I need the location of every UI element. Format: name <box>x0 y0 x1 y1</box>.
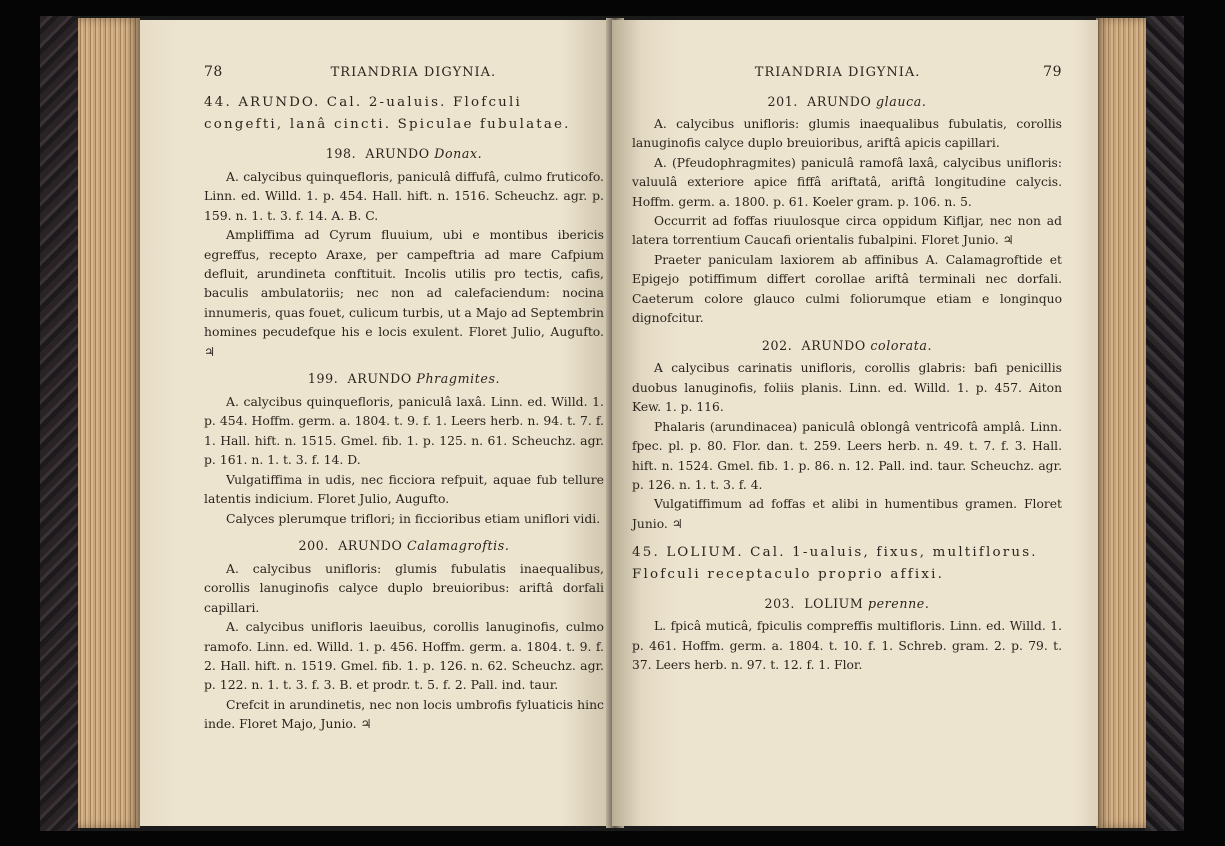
species-paragraph: L. fpicâ muticâ, fpiculis compreffis multifloris. Linn. ed. Willd. 1. p. 461. Hoffm. germ. a. 1804. t. 10. f. 1. Schreb. gram. 2. p. 79. t. 37. Leers herb. n. 97. t. 12. f. 1. Flor. <box>632 619 1062 672</box>
species-paragraph: Vulgatiffimum ad foffas et alibi in humentibus gramen. Floret Junio. ♃ <box>632 497 1062 531</box>
species-number: 200. <box>298 537 329 553</box>
species-paragraph: A. (Pfeudophragmites) paniculâ ramofâ laxâ, calycibus unifloris: valuulâ exteriore apice fiffâ ariftatâ, ariftâ longitudine calycis. Hoffm. germ. a. 1800. p. 61. Koeler gram. p. 106. n. 5. <box>632 155 1062 209</box>
species-genus-name: ARUNDO <box>347 371 412 387</box>
species-genus-name: ARUNDO <box>807 94 872 109</box>
genus-heading <box>632 542 1062 586</box>
species-heading <box>204 146 604 161</box>
species-number: 198. <box>325 146 357 161</box>
page-number: 79 <box>1043 64 1062 80</box>
species-epithet: colorata. <box>870 338 933 354</box>
species-epithet: Donax. <box>434 146 483 161</box>
species-paragraph: Phalaris (arundinacea) paniculâ oblongâ ventricofâ amplâ. Linn. fpec. pl. p. 80. Flor. dan. t. 259. Leers herb. n. 49. t. 7. f. 3. Hall. hift. n. 1524. Gmel. fib. 1. p. 86. n. 12. Pall. ind. taur. Scheuchz. agr. p. 126. n. 1. t. 3. f. 4. <box>632 419 1062 492</box>
left-page-header <box>204 64 604 84</box>
page-number: 78 <box>204 64 223 80</box>
right-page <box>612 20 1098 826</box>
species-epithet: perenne. <box>867 596 930 612</box>
species-genus-name: ARUNDO <box>801 338 866 354</box>
right-species-list-b <box>632 596 1062 675</box>
species-paragraph: A. calycibus unifloris: glumis fubulatis inaequalibus, corollis lanuginofis calyce duplo breuioribus: ariftâ dorfali capillari. <box>204 560 604 615</box>
left-cover-marbled <box>40 16 80 831</box>
genus-description: Cal. 2-ualuis. Flofculi congefti, lanâ cincti. Spiculae fubulatae. <box>204 95 571 132</box>
genus-number: 44. <box>204 95 232 110</box>
right-page-edges <box>1096 18 1146 828</box>
species-heading <box>204 371 604 386</box>
right-cover-marbled <box>1145 16 1184 831</box>
running-head: TRIANDRIA DIGYNIA. <box>754 65 921 80</box>
species-paragraph: A. calycibus unifloris: glumis inaequalibus fubulatis, corollis lanuginofis calyce duplo breuioribus, ariftâ apicis capillari. <box>632 117 1062 151</box>
species-genus-name: ARUNDO <box>338 537 403 553</box>
species-paragraph: Praeter paniculam laxiorem ab affinibus A. Calamagroftide et Epigejo potiffimum differt corollae ariftâ terminali nec dorfali. Caeterum colore glauco culmi foliorumque etiam e longinquo dignofcitur. <box>632 252 1062 326</box>
left-page-edges <box>78 18 140 828</box>
species-paragraph: Occurrit ad foffas riuulosque circa oppidum Kifljar, nec non ad latera torrentium Caucafi orientalis fubalpini. Floret Junio. ♃ <box>632 214 1062 248</box>
genus-name: ARUNDO. <box>238 95 321 110</box>
species-genus-name: ARUNDO <box>365 146 430 161</box>
genus-number: 45. <box>632 545 660 561</box>
species-number: 201. <box>767 94 798 109</box>
species-paragraph: A. calycibus quinquefloris, paniculâ laxâ. Linn. ed. Willd. 1. p. 454. Hoffm. germ. a. 1804. t. 9. f. 1. Leers herb. n. 94. t. 7. f. 1. Hall. hift. n. 1515. Gmel. fib. 1. p. 125. n. 61. Scheuchz. agr. p. 161. n. 1. t. 3. f. 14. D. <box>204 394 604 468</box>
species-heading <box>632 596 1062 611</box>
left-page <box>140 20 618 826</box>
species-epithet: Phragmites. <box>416 371 501 387</box>
species-paragraph: Calyces plerumque triflori; in ficcioribus etiam uniflori vidi. <box>226 510 601 526</box>
left-species-list <box>204 146 604 734</box>
species-number: 202. <box>761 338 793 354</box>
species-epithet: glauca. <box>876 94 927 109</box>
right-species-list-a <box>632 94 1062 534</box>
species-paragraph: Ampliffima ad Cyrum fluuium, ubi e montibus ibericis egreffus, recepto Araxe, per campeftria ad mare Cafpium defluit, arundineta conftituit. Incolis utilis pro tectis, cafis, baculis ambulatoriis; nec non ad calefaciendum: nocina innumeris, quas fouet, culicum turbis, ut a Majo ad Septembrin homines pecudefque his e locis exulent. Floret Julio, Augufto. ♃ <box>204 227 604 359</box>
species-heading <box>632 94 1062 109</box>
species-number: 203. <box>764 596 795 612</box>
genus-name: LOLIUM. <box>666 545 744 561</box>
species-heading <box>632 338 1062 353</box>
species-paragraph: Crefcit in arundinetis, nec non locis umbrofis fyluaticis hinc inde. Floret Majo, Junio. ♃ <box>204 696 604 732</box>
species-paragraph: Vulgatiffima in udis, nec ficciora refpuit, aquae fub tellure latentis indicium. Floret Julio, Augufto. <box>204 471 604 507</box>
right-page-header <box>632 64 1062 84</box>
species-epithet: Calamagroftis. <box>407 537 510 553</box>
species-paragraph: A. calycibus unifloris laeuibus, corollis lanuginofis, culmo ramofo. Linn. ed. Willd. 1. p. 456. Hoffm. germ. a. 1804. t. 9. f. 2. Hall. hift. n. 1519. Gmel. fib. 1. p. 126. n. 62. Scheuchz. agr. p. 122. n. 1. t. 3. f. 3. B. et prodr. t. 5. f. 2. Pall. ind. taur. <box>204 619 604 693</box>
species-number: 199. <box>307 371 339 387</box>
genus-description: Cal. 1-ualuis, fixus, multiflorus. Flofculi receptaculo proprio affixi. <box>632 545 1038 583</box>
species-paragraph: A calycibus carinatis unifloris, corollis glabris: bafi penicillis duobus lanuginofis, foliis planis. Linn. ed. Willd. 1. p. 457. Aiton Kew. 1. p. 116. <box>632 361 1062 415</box>
species-genus-name: LOLIUM <box>804 596 864 612</box>
genus-heading <box>204 92 604 136</box>
species-heading <box>204 538 604 553</box>
running-head: TRIANDRIA DIGYNIA. <box>330 65 497 80</box>
species-paragraph: A. calycibus quinquefloris, paniculâ diffufâ, culmo fruticofo. Linn. ed. Willd. 1. p. 454. Hall. hift. n. 1516. Scheuchz. agr. p. 159. n. 1. t. 3. f. 14. A. B. C. <box>204 169 604 223</box>
